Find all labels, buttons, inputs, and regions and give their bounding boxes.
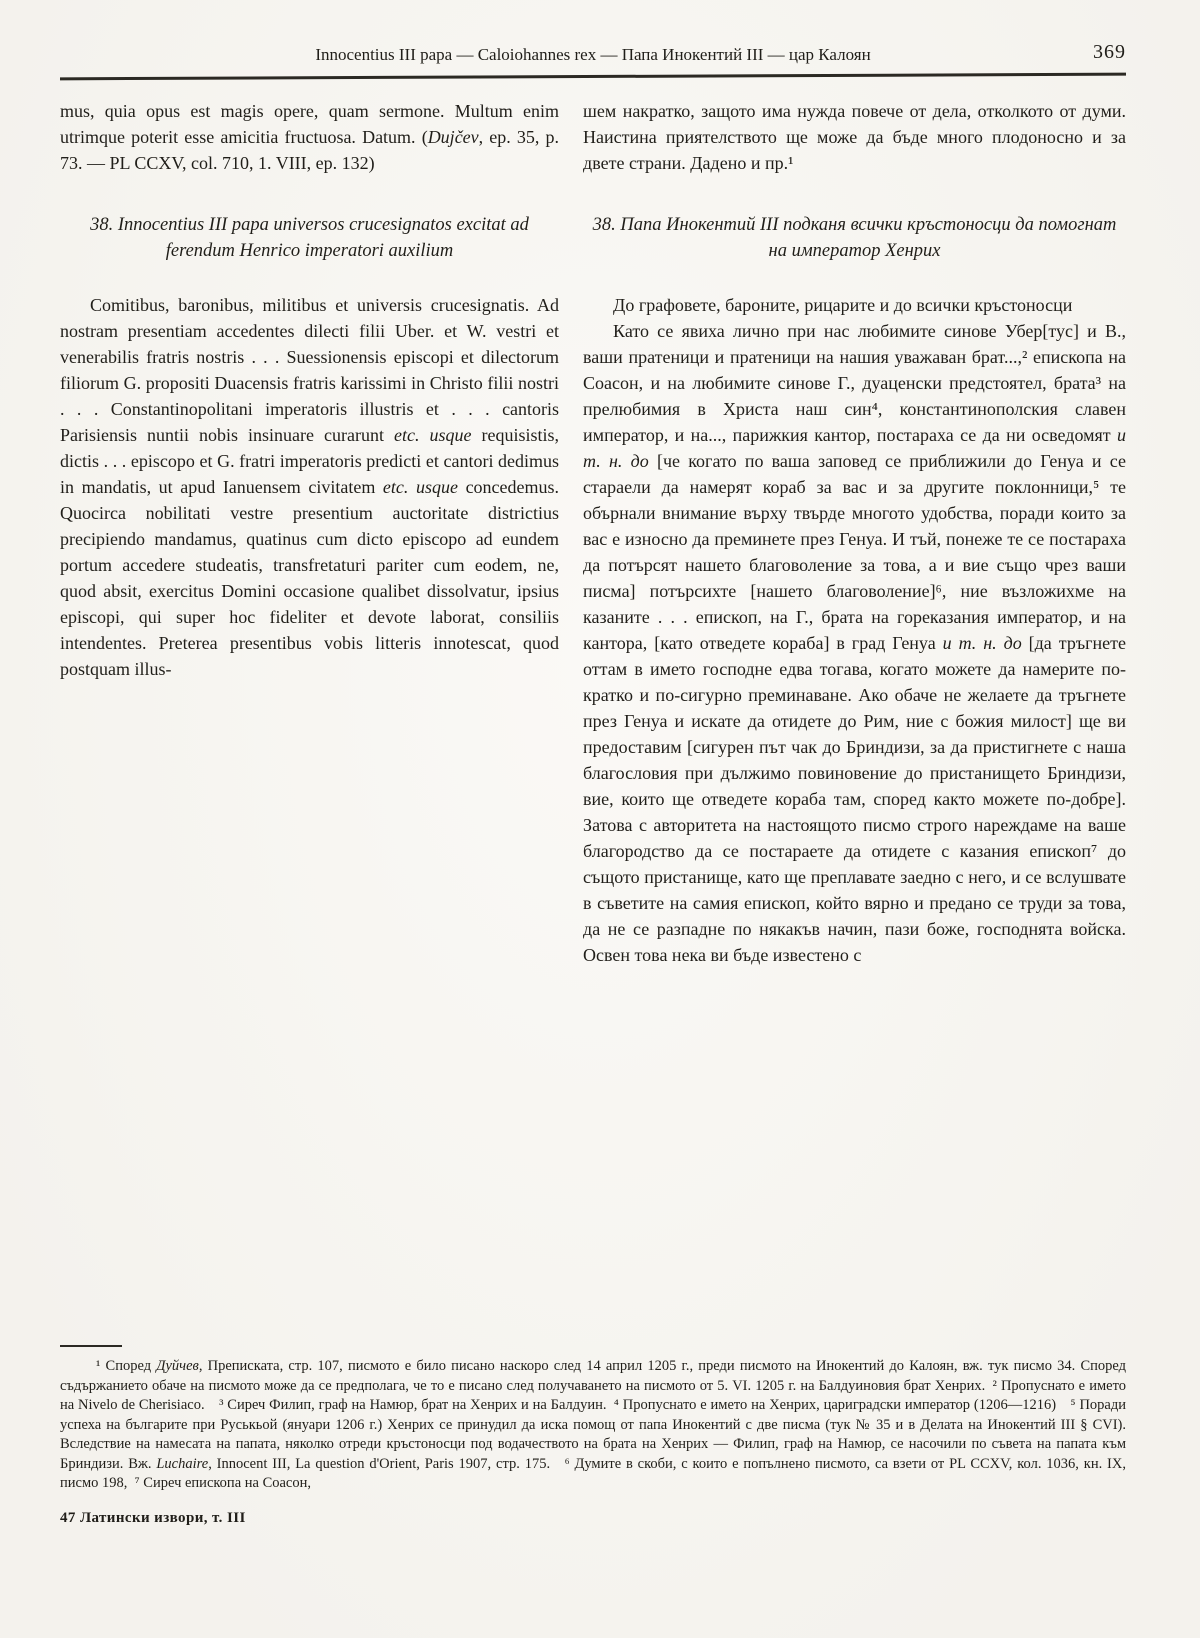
page-number: 369 <box>1093 41 1126 63</box>
bulgarian-salutation: До графовете, бароните, рицарите и до всички кръстоносци <box>613 295 1073 315</box>
latin-letter-body: Comitibus, baronibus, militibus et universis crucesignatis. Ad nostram presentiam accedentes dilecti filii Uber. et W. vestri et venerabilis fratris nostris . . . Suessionensis episcopi et dilectorum filiorum G. propositi Duacensis fratris karissimi in Christo filii nostri . . . Constantinopolitani imperatoris illustris et . . . cantoris Parisiensis nuntii nobis insinuare curarunt etc. usque requisistis, dictis . . . episcopo et G. fratri imperatoris predicti et cantori dedimus in mandatis, ut apud Ianuensem civitatem etc. usque concedemus. Quocirca nobilitati vestre presentium auctoritate districtius precipiendo mandamus, quatinus cum dicto episcopo ad eundem portum accedere studeatis, transfretaturi pariter cum eodem, ne, quod absit, exercitus Domini occasione qualibet dissolvatur, ipsius episcopi, qui super hoc fideliter et devote laborat, consiliis intendentes. Preterea presentibus vobis litteris innotescat, quod postquam illus- <box>60 295 560 679</box>
footnote-separator <box>60 1345 122 1347</box>
latin-continuation-paragraph: mus, quia opus est magis opere, quam sermone. Multum enim utrimque poterit esse amicitia fructuosa. Datum. (Dujčev, ep. 35, p. 73. — PL CCXV, col. 710, 1. VIII, ep. 132) <box>60 101 560 173</box>
bulgarian-continuation-paragraph: шем накратко, защото има нужда повече от дела, отколкото от думи. Наистина приятелството ще може да бъде много плодоносно и за двете страни. Дадено и пр.¹ <box>583 101 1126 173</box>
bulgarian-letter-heading: 38. Папа Инокентий III подканя всички кръстоносци да помогнат на император Хенрих <box>592 215 1117 261</box>
header-rule <box>60 73 1126 81</box>
bulgarian-letter-body: Като се явиха лично при нас любимите синове Убер[тус] и В., ваши пратеници и пратеници на нашия уважаван брат...,² епископа на Соасон, и на любимите синове Г., дуаценски предстоятел, брата³ на прелюбимия в Христа наш син⁴, константинополския славен император, и на..., парижкия кантор, постараха се да ни осведомят и т. н. до [че когато по ваша заповед се приближили до Генуа и се стараели да намерят кораб за вас и за другите поклонници,⁵ те обърнали внимание върху твърде многото удобства, поради които за вас е износно да преминете през Генуа. И тъй, понеже те се постараха да потърсят нашето благоволение за това, а и вие също чрез ваши писма] потърсихте [нашето благоволение]⁶, ние възложихме на казаните . . . епископ, на Г., брата на гореказания император, и на кантора, [като отведете кораба] в град Генуа и т. н. до [да тръгнете оттам в името господне едва тогава, когато можете да намерите по-кратко и по-сигурно преминаване. Ако обаче не желаете да тръгнете през Генуа и искате да отидете до Рим, ние с божия милост] ще ви предоставим [сигурен път чак до Бриндизи, за да пристигнете с наша благословия при дължимо повиновение до пристанището Бриндизи, вие, които ще отведете кораба там, според както можете по-добре]. Затова с авторитета на настоящото писмо строго нареждаме на ваше благородство да се постараете да отидете с казания епископ⁷ до същото пристанище, като ще преплавате заедно с него, и се вслушвате в съветите на самия епископ, който вярно и предано се труди за това, да не се разпадне по някакъв начин, пази боже, господнята войска. Освен това нека ви бъде известено с <box>583 321 1126 965</box>
text-columns <box>60 98 1126 1331</box>
running-title: Innocentius III papa — Caloiohannes rex — Папа Инокентий III — цар Калоян <box>315 45 871 64</box>
latin-letter-heading: 38. Innocentius III papa universos crucesignatos excitat ad ferendum Henrico imperatori auxilium <box>90 215 529 261</box>
bulgarian-column <box>583 98 1126 1331</box>
page-header <box>60 41 1126 66</box>
footnotes: ¹ Според Дуйчев, Преписката, стр. 107, писмото е било писано наскоро след 14 април 1205 г., преди писмото на Инокентий до Калоян, вж. тук писмо 34. Според съдържанието обаче на писмото може да се предполага, че то е писано след получаването на писмото от 5. VI. 1205 г. на Балдуиновия брат Хенрих. ² Пропуснато е името на Nivelo de Cherisiaco. ³ Сиреч Филип, граф на Намюр, брат на Хенрих и на Балдуин. ⁴ Пропуснато е името на Хенрих, цариградски император (1206—1216) ⁵ Поради успеха на българите при Руськьой (януари 1206 г.) Хенрих се принудил да иска помощ от папа Инокентий с две писма (тук № 35 и в Делата на Инокентий III § CVI). Вследствие на намесата на папата, няколко отреди кръстоносци под водачеството на брата на Хенрих — Филип, граф на Намюр, се насочили по съвета на папата към Бриндизи. Вж. Luchaire, Innocent III, La question d'Orient, Paris 1907, стр. 175. ⁶ Думите в скоби, с които е попълнено писмото, са взети от PL CCXV, кол. 1036, кн. IX, писмо 198, ⁷ Сиреч епископа на Соасон, <box>60 1358 1126 1491</box>
footer-signature: 47 Латински извори, т. III <box>60 1509 246 1526</box>
latin-column <box>60 98 559 1331</box>
